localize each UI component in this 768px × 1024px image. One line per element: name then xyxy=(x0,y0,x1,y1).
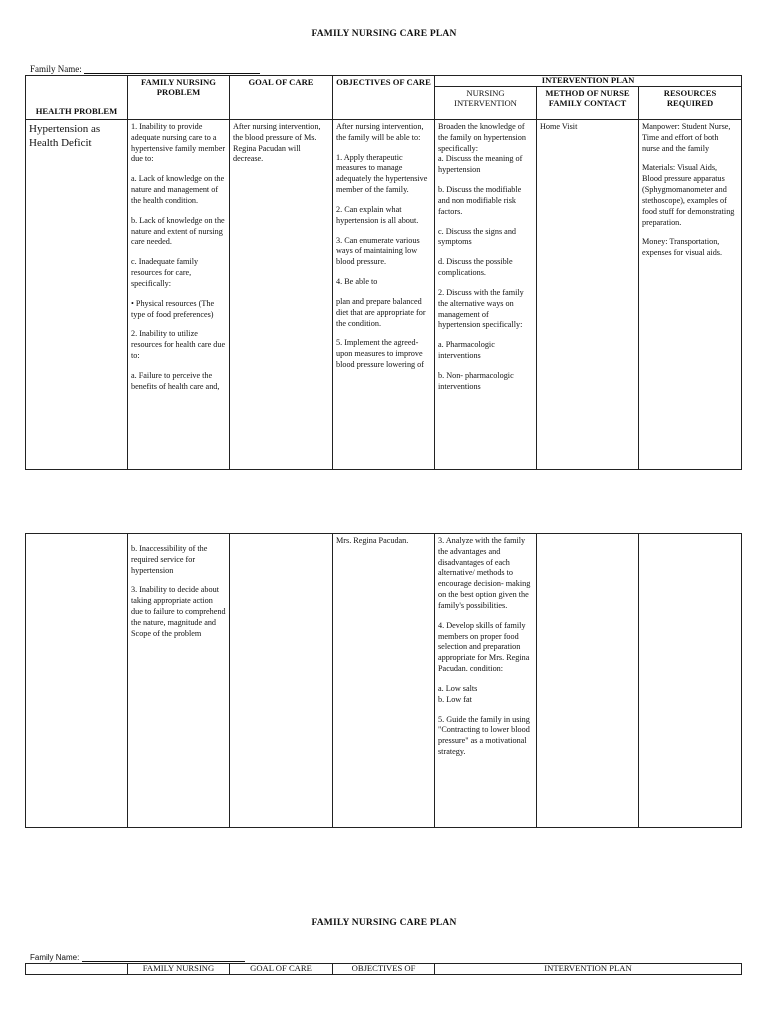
header-family-nursing-problem: FAMILY NURSING PROBLEM xyxy=(128,76,230,120)
care-plan-continuation-table xyxy=(25,533,742,828)
problem-item: b. Inaccessibility of the required service for hypertension xyxy=(131,544,208,575)
family-name-field xyxy=(30,64,260,74)
problem-item: 3. Inability to decide about taking appropriate action due to failure to comprehend the nature, magnitude and Scope of the problem xyxy=(131,585,226,638)
header-nursing-intervention: NURSING INTERVENTION xyxy=(435,87,537,120)
goal-of-care-cell xyxy=(230,120,333,470)
health-problem-cell xyxy=(26,534,128,828)
intervention-item: 5. Guide the family in using "Contracting to lower blood pressure" as a motivational strategy. xyxy=(438,714,530,757)
header-family-nursing: FAMILY NURSING xyxy=(128,964,230,975)
intervention-item: 3. Analyze with the family the advantages and disadvantages of each alternative/ methods to encourage decision- making on the best option given the family's possibilities. xyxy=(438,536,531,610)
header-method-of-contact: METHOD OF NURSE FAMILY CONTACT xyxy=(537,87,639,120)
health-problem-text: Hypertension as Health Deficit xyxy=(29,123,101,150)
header-objectives-of: OBJECTIVES OF xyxy=(333,964,435,975)
nursing-intervention-cell xyxy=(435,534,537,828)
intervention-item: a. Low salts b. Low fat xyxy=(438,683,478,704)
resources-required-cell xyxy=(639,120,742,470)
header-goal-of-care: GOAL OF CARE xyxy=(230,964,333,975)
goal-of-care-cell xyxy=(230,534,333,828)
care-plan-table xyxy=(25,75,742,470)
problem-item: c. Inadequate family resources for care, specifically: xyxy=(131,257,199,288)
header-health-problem xyxy=(26,964,128,975)
header-goal-of-care: GOAL OF CARE xyxy=(230,76,333,120)
intervention-item: 2. Discuss with the family the alternative ways on management of hypertension specifically: xyxy=(438,287,524,330)
nursing-intervention-cell xyxy=(435,120,537,470)
objective-item: After nursing intervention, the family will be able to: xyxy=(336,122,424,142)
method-of-contact-cell xyxy=(537,120,639,470)
problem-item: 1. Inability to provide adequate nursing care to a hypertensive family member due to: xyxy=(131,122,226,164)
objective-item: Mrs. Regina Pacudan. xyxy=(336,536,409,545)
objective-item: 1. Apply therapeutic measures to manage adequately the hypertensive member of the family. xyxy=(336,152,428,195)
header-health-problem: HEALTH PROBLEM xyxy=(26,76,128,120)
problem-item: a. Failure to perceive the benefits of health care and, xyxy=(131,370,220,391)
method-text: Home Visit xyxy=(540,122,578,131)
intervention-item: c. Discuss the signs and symptoms xyxy=(438,226,517,247)
objective-item: 3. Can enumerate various ways of maintaining low blood pressure. xyxy=(336,235,420,267)
resource-item: Manpower: Student Nurse, Time and effort of both nurse and the family xyxy=(642,122,731,153)
table-row xyxy=(26,120,742,470)
resource-item: Materials: Visual Aids, Blood pressure apparatus (Sphygmomanometer and stethoscope), examples of food stuff for demonstrating preparation. xyxy=(642,163,735,227)
intervention-item: a. Pharmacologic interventions xyxy=(438,340,495,361)
intervention-item: Broaden the knowledge of the family on hypertension specifically: a. Discuss the meaning of hypertension xyxy=(438,122,526,175)
intervention-item: d. Discuss the possible complications. xyxy=(438,257,513,278)
goal-text: After nursing intervention, the blood pressure of Ms. Regina Pacudan will decrease. xyxy=(233,122,321,164)
problem-item: b. Lack of knowledge on the nature and extent of nursing care needed. xyxy=(131,215,225,247)
health-problem-cell xyxy=(26,120,128,470)
page-title: FAMILY NURSING CARE PLAN xyxy=(311,918,457,928)
objective-item: plan and prepare balanced diet that are appropriate for the condition. xyxy=(336,296,426,328)
family-name-label: Family Name: xyxy=(30,953,80,962)
family-nursing-problem-cell xyxy=(128,120,230,470)
table-row xyxy=(26,534,742,828)
page-title: FAMILY NURSING CARE PLAN xyxy=(311,29,457,39)
header-intervention-plan: INTERVENTION PLAN xyxy=(435,964,742,975)
care-plan-table-next xyxy=(25,963,742,975)
problem-item: a. Lack of knowledge on the nature and management of the health condition. xyxy=(131,174,225,205)
objectives-of-care-cell xyxy=(333,120,435,470)
objective-item: 2. Can explain what hypertension is all about. xyxy=(336,204,419,225)
problem-item: 2. Inability to utilize resources for health care due to: xyxy=(131,329,226,361)
family-name-blank xyxy=(84,64,260,74)
header-objectives-of-care: OBJECTIVES OF CARE xyxy=(333,76,435,120)
family-name-field xyxy=(30,953,245,962)
problem-item: • Physical resources (The type of food preferences) xyxy=(131,298,215,319)
resource-item: Money: Transportation, expenses for visual aids. xyxy=(642,237,723,258)
objective-item: 4. Be able to xyxy=(336,277,378,287)
intervention-item: b. Discuss the modifiable and non modifiable risk factors. xyxy=(438,185,522,216)
method-of-contact-cell xyxy=(537,534,639,828)
family-name-blank xyxy=(82,953,245,962)
intervention-item: b. Non- pharmacologic interventions xyxy=(438,370,514,391)
header-intervention-plan: INTERVENTION PLAN xyxy=(435,76,742,87)
family-nursing-problem-cell xyxy=(128,534,230,828)
objectives-of-care-cell xyxy=(333,534,435,828)
header-resources-required: RESOURCES REQUIRED xyxy=(639,87,742,120)
intervention-item: 4. Develop skills of family members on proper food selection and preparation appropriate for Mrs. Regina Pacudan. condition: xyxy=(438,620,530,674)
objective-item: 5. Implement the agreed- upon measures to improve blood pressure lowering of xyxy=(336,338,424,370)
resources-required-cell xyxy=(639,534,742,828)
family-name-label: Family Name: xyxy=(30,64,82,74)
